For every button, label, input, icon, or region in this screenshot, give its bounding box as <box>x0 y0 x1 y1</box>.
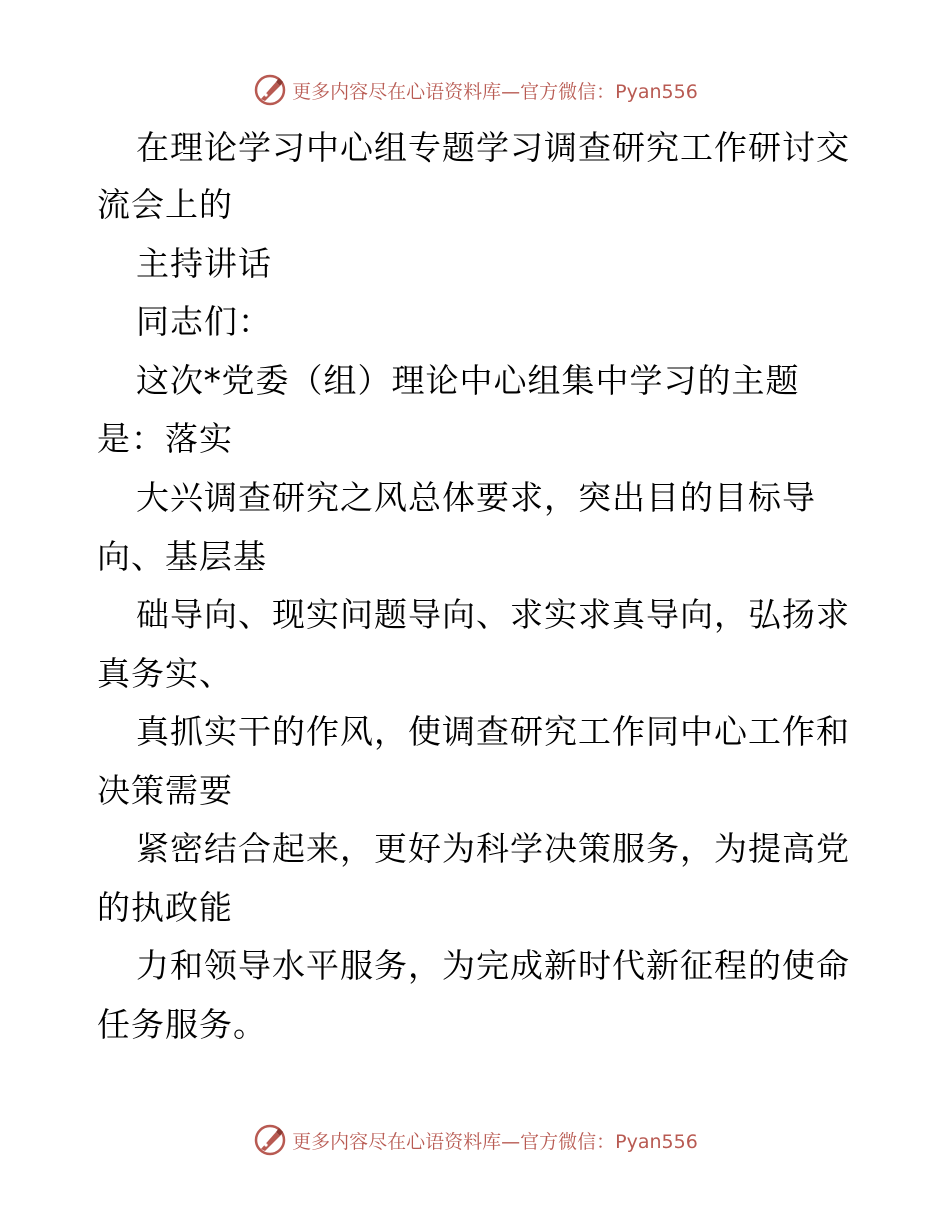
paragraph-line: 流会上的 <box>97 185 233 224</box>
fountain-pen-logo-icon <box>252 72 288 108</box>
paragraph-line: 真抓实干的作风，使调查研究工作同中心工作和 <box>136 712 850 751</box>
paragraph-line: 真务实、 <box>97 654 233 693</box>
paragraph-line: 紧密结合起来，更好为科学决策服务，为提高党 <box>136 829 850 868</box>
watermark-text: 更多内容尽在心语资料库—官方微信：Pyan556 <box>292 1130 698 1153</box>
watermark-text: 更多内容尽在心语资料库—官方微信：Pyan556 <box>292 80 698 103</box>
paragraph-line: 决策需要 <box>97 771 233 810</box>
paragraph-line: 力和领导水平服务，为完成新时代新征程的使命 <box>136 946 850 985</box>
header-watermark <box>0 70 950 110</box>
fountain-pen-logo-icon <box>252 1122 288 1158</box>
paragraph-line: 主持讲话 <box>136 244 272 283</box>
paragraph-line: 这次*党委（组）理论中心组集中学习的主题 <box>136 361 800 400</box>
paragraph-line: 任务服务。 <box>97 1005 267 1044</box>
paragraph-line: 在理论学习中心组专题学习调查研究工作研讨交 <box>136 128 850 167</box>
paragraph-line: 同志们： <box>136 302 272 341</box>
paragraph-line: 大兴调查研究之风总体要求，突出目的目标导 <box>136 478 816 517</box>
footer-watermark <box>0 1120 950 1160</box>
paragraph-line: 是：落实 <box>97 419 233 458</box>
paragraph-line: 的执政能 <box>97 888 233 927</box>
paragraph-line: 础导向、现实问题导向、求实求真导向，弘扬求 <box>136 595 850 634</box>
paragraph-line: 向、基层基 <box>97 537 267 576</box>
